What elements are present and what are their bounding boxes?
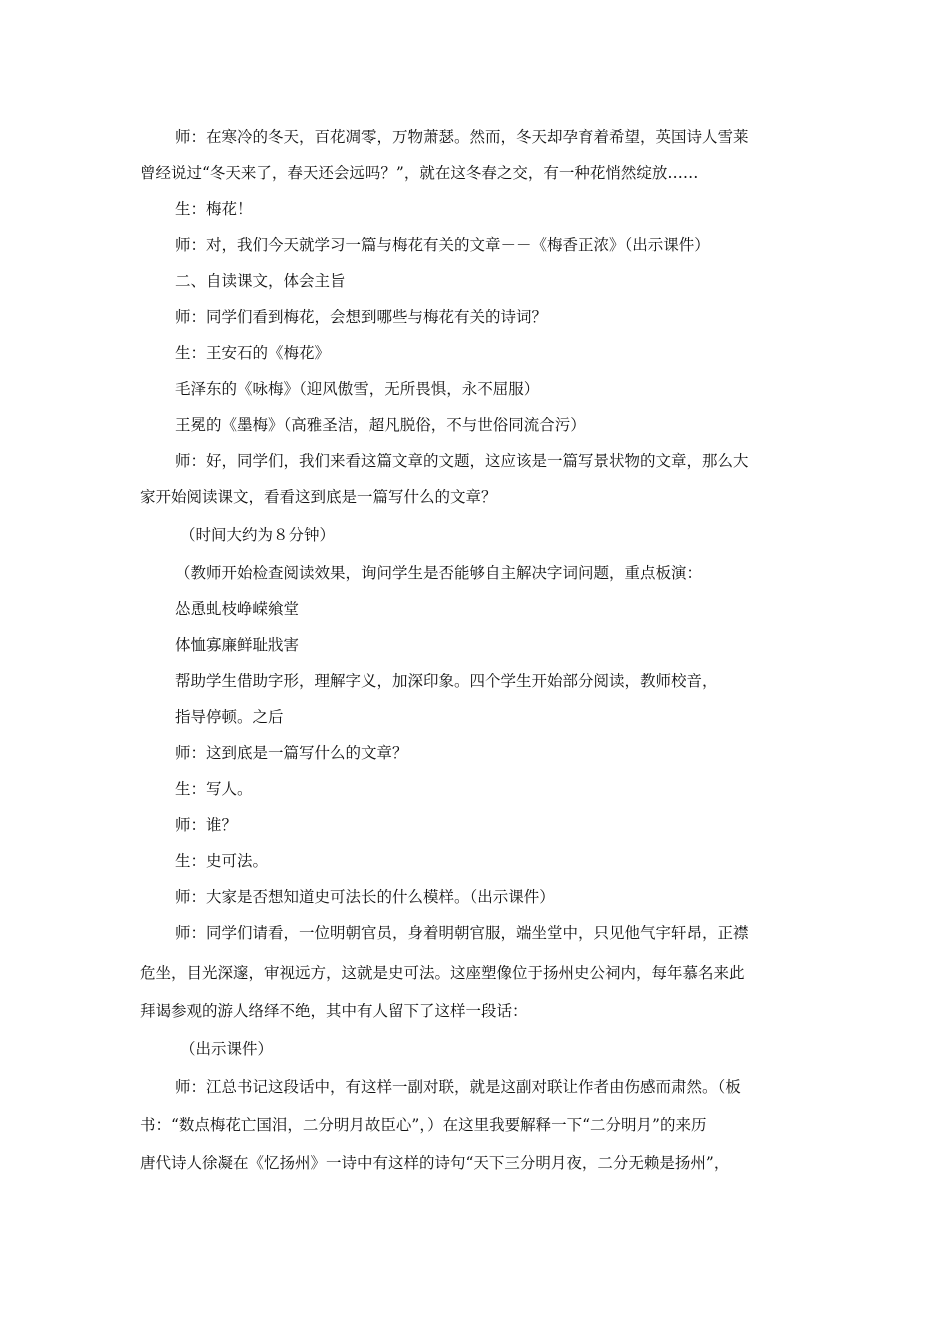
paragraph-line: 家开始阅读课文，看看这到底是一篇写什么的文章？: [140, 488, 497, 506]
paragraph-line: 书：“数点梅花亡国泪，二分明月故臣心”，）在这里我要解释一下“二分明月”的来历: [140, 1116, 707, 1134]
paragraph-line: （出示课件）: [180, 1040, 274, 1058]
paragraph-line: 生：写人。: [175, 780, 253, 798]
paragraph-line: 生：王安石的《梅花》: [175, 344, 331, 362]
paragraph-line: 生：史可法。: [175, 852, 269, 870]
paragraph-line: 生：梅花！: [175, 200, 253, 218]
paragraph-line: 师：在寒冷的冬天，百花凋零，万物萧瑟。然而，冬天却孕育着希望，英国诗人雪莱: [175, 128, 749, 146]
paragraph-line: 指导停顿。之后: [175, 708, 284, 726]
paragraph-line: 唐代诗人徐凝在《忆扬州》一诗中有这样的诗句“天下三分明月夜，二分无赖是扬州”，: [140, 1154, 730, 1172]
paragraph-line: 师：谁？: [175, 816, 238, 834]
paragraph-line: 危坐，目光深邃，审视远方，这就是史可法。这座塑像位于扬州史公祠内，每年慕名来此: [140, 964, 745, 982]
paragraph-line: 怂恿虬枝峥嵘飨堂: [175, 600, 300, 618]
paragraph-line: 毛泽东的《咏梅》（迎风傲雪，无所畏惧，永不屈服）: [175, 380, 540, 398]
paragraph-line: （教师开始检查阅读效果，询问学生是否能够自主解决字词问题，重点板演：: [175, 564, 703, 582]
paragraph-line: 师：这到底是一篇写什么的文章？: [175, 744, 408, 762]
paragraph-line: 拜谒参观的游人络绎不绝，其中有人留下了这样一段话：: [140, 1002, 528, 1020]
paragraph-line: 王冕的《墨梅》（高雅圣洁，超凡脱俗，不与世俗同流合污）: [175, 416, 586, 434]
paragraph-line: （时间大约为８分钟）: [180, 526, 336, 544]
paragraph-line: 师：同学们请看，一位明朝官员，身着明朝官服，端坐堂中，只见他气宇轩昂，正襟: [175, 924, 749, 942]
paragraph-line: 师：好，同学们，我们来看这篇文章的文题，这应该是一篇写景状物的文章，那么大: [175, 452, 749, 470]
paragraph-line: 帮助学生借助字形，理解字义，加深印象。四个学生开始部分阅读，教师校音，: [175, 672, 718, 690]
paragraph-line: 师：对，我们今天就学习一篇与梅花有关的文章－－《梅香正浓》（出示课件）: [175, 236, 710, 254]
paragraph-line: 体恤寡廉鲜耻戕害: [175, 636, 300, 654]
paragraph-line: 师：大家是否想知道史可法长的什么模样。（出示课件）: [175, 888, 555, 906]
paragraph-line: 师：江总书记这段话中，有这样一副对联，就是这副对联让作者由伤感而肃然。（板: [175, 1078, 741, 1096]
paragraph-line: 曾经说过“冬天来了，春天还会远吗？”，就在这冬春之交，有一种花悄然绽放……: [140, 164, 699, 182]
paragraph-line: 师：同学们看到梅花，会想到哪些与梅花有关的诗词？: [175, 308, 548, 326]
section-heading: 二、自读课文，体会主旨: [175, 272, 346, 290]
